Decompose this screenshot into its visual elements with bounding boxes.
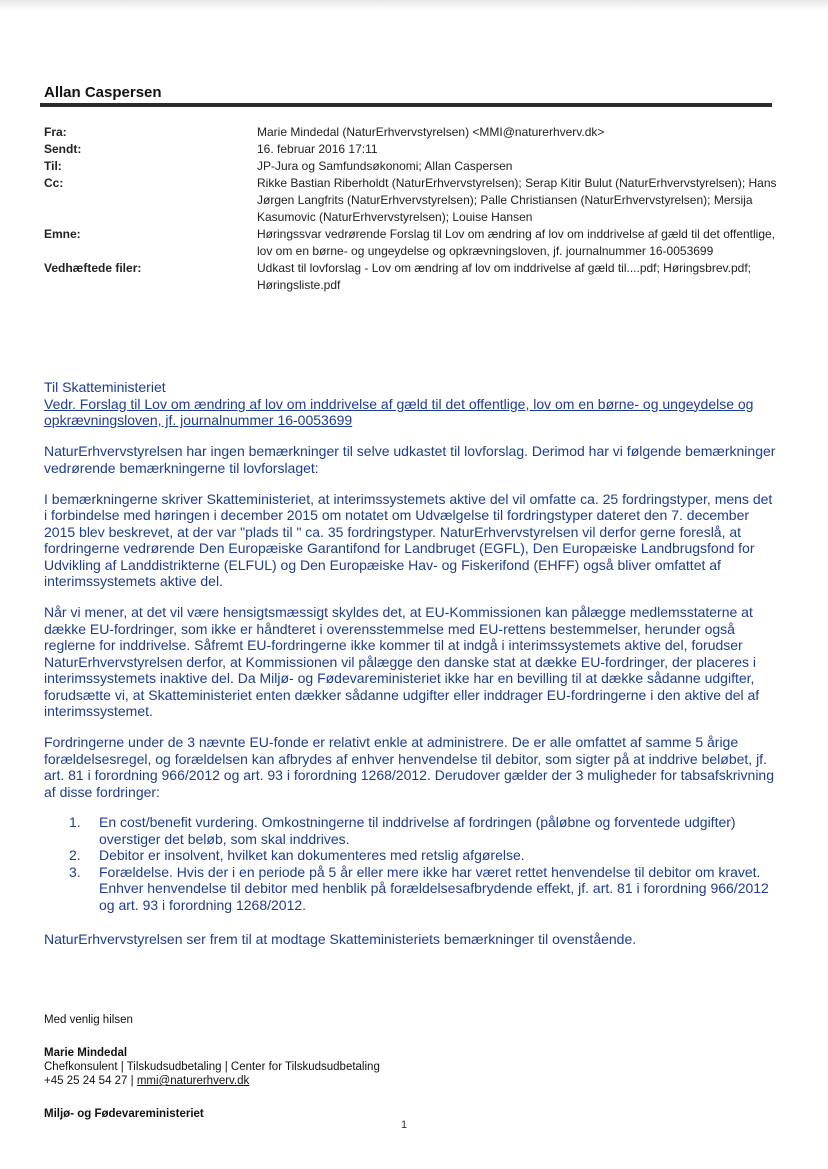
sender-name-heading: Allan Caspersen — [44, 84, 162, 101]
paragraph-2: I bemærkningerne skriver Skatteministeriet, at interimssystemets aktive del vil omfatte ca. 25 fordringstyper, mens det i forbindelse med høringen i december 2015 om notatet om Udvælgelse til fordringstyper dateret den 7. december 2015 blev beskrevet, at der var "plads til " ca. 35 fordringstyper. NaturErhvervstyrelsen vil derfor gerne foreslå, at fordringerne vedrørende Den Europæiske Garantifond for Landbruget (EGFL), Den Europæiske Landbrugsfond for Udvikling af Landdistrikterne (ELFUL) og Den Europæiske Hav- og Fiskerifond (EHFF) også bliver omfattet af interimssystemets aktive del. — [44, 490, 773, 589]
cc-value: Rikke Bastian Riberholdt (NaturErhvervstyrelsen); Serap Kitir Bulut (NaturErhvervstyrelsen); Hans Jørgen Langfrits (NaturErhvervstyrelsen); Palle Christiansen (NaturErhvervstyrelsen); Mersija Kasumovic (NaturErhvervstyrelsen); Louise Hansen — [257, 176, 777, 224]
page-number: 1 — [401, 1119, 408, 1131]
list-text: Forældelse. Hvis der i en periode på 5 år eller mere ikke har været rettet henvendelse til debitor om kravet. Enhver henvendelse til debitor med henblik på forældelsesafbrydende effekt, jf. art. 81 i forordning 966/2012 og art. 93 i forordning 1268/2012. — [99, 863, 769, 913]
email-header-fields — [44, 124, 779, 294]
to-label: Til: — [44, 159, 62, 173]
list-item — [44, 864, 779, 914]
to-value: JP-Jura og Samfundsøkonomi; Allan Caspersen — [257, 159, 513, 173]
signature-ministry: Miljø- og Fødevareministeriet — [44, 1108, 204, 1120]
from-label: Fra: — [44, 125, 67, 139]
recipient-line: Til Skatteministeriet — [44, 379, 166, 395]
email-signature — [44, 1013, 644, 1121]
list-number: 1. — [69, 814, 81, 830]
closing-paragraph: NaturErhvervstyrelsen ser frem til at modtage Skatteministeriets bemærkninger til ovenstående. — [44, 931, 637, 947]
header-divider — [40, 103, 772, 107]
cc-row — [44, 175, 779, 226]
cc-label: Cc: — [44, 176, 64, 190]
list-item — [44, 814, 779, 847]
paragraph-1: NaturErhvervstyrelsen har ingen bemærkninger til selve udkastet til lovforslag. Derimod har vi følgende bemærkninger vedrørende bemærkningerne til lovforslaget: — [44, 443, 776, 476]
list-number: 2. — [69, 847, 81, 863]
from-value: Marie Mindedal (NaturErhvervstyrelsen) <MMI@naturerhverv.dk> — [257, 125, 605, 139]
signature-title: Chefkonsulent | Tilskudsudbetaling | Center for Tilskudsudbetaling — [44, 1061, 380, 1073]
attachments-row — [44, 260, 779, 294]
list-item — [44, 847, 779, 864]
list-text: En cost/benefit vurdering. Omkostningerne til inddrivelse af fordringen (påløbne og forventede udgifter) overstiger det beløb, som skal inddrives. — [99, 814, 736, 847]
list-text: Debitor er insolvent, hvilket kan dokumenteres med retslig afgørelse. — [99, 847, 525, 863]
sign-off: Med venlig hilsen — [44, 1014, 133, 1026]
to-row — [44, 158, 779, 175]
attachments-label: Vedhæftede filer: — [44, 261, 142, 275]
from-row — [44, 124, 779, 141]
list-number: 3. — [69, 863, 81, 880]
subject-link[interactable]: Vedr. Forslag til Lov om ændring af lov om inddrivelse af gæld til det offentlige, lov om en børne- og ungeydelse og opkrævningsloven, jf. journalnummer 16-0053699 — [44, 395, 754, 428]
subject-value: Høringssvar vedrørende Forslag til Lov om ændring af lov om inddrivelse af gæld til det offentlige, lov om en børne- og ungeydelse og opkrævningsloven, jf. journalnummer 16-0053699 — [257, 227, 776, 258]
attachments-value: Udkast til lovforslag - Lov om ændring af lov om inddrivelse af gæld til....pdf; Høringsbrev.pdf; Høringsliste.pdf — [257, 261, 751, 292]
email-body — [44, 379, 779, 948]
paragraph-4: Fordringerne under de 3 nævnte EU-fonde er relativt enkle at administrere. De er alle omfattet af samme 5 årige forældelsesregel, og forældelsen kan afbrydes af enhver henvendelse til debitor, som sigter på at inddrive beløbet, jf. art. 81 i forordning 966/2012 og art. 93 i forordning 1268/2012. Derudover gælder der 3 muligheder for tabsafskrivning af disse fordringer: — [44, 734, 775, 800]
scan-top-edge — [0, 0, 828, 10]
sent-label: Sendt: — [44, 142, 82, 156]
sent-value: 16. februar 2016 17:11 — [257, 142, 378, 156]
paragraph-3: Når vi mener, at det vil være hensigtsmæssigt skyldes det, at EU-Kommissionen kan pålægge medlemsstaterne at dække EU-fordringer, som ikke er håndteret i overensstemmelse med EU-rettens bestemmelser, herunder også reglerne for inddrivelse. Såfremt EU-fordringerne ikke kommer til at indgå i interimssystemets aktive del, forudser NaturErhvervstyrelsen derfor, at Kommissionen vil pålægge den danske stat at dække EU-fordringer, der placeres i interimssystemets inaktive del. Da Miljø- og Fødevareministeriet ikke har en bevilling til at dække sådanne udgifter, forudsætte vi, at Skatteministeriet enten dækker sådanne udgifter eller inddrager EU-fordringerne i den aktive del af interimssystemet. — [44, 604, 760, 719]
signature-phone: +45 25 24 54 27 | — [44, 1075, 137, 1087]
signature-contact — [44, 1074, 644, 1088]
subject-label: Emne: — [44, 227, 81, 241]
sent-row — [44, 141, 779, 158]
subject-row — [44, 226, 779, 260]
signature-email-link[interactable]: mmi@naturerhverv.dk — [136, 1075, 250, 1087]
signature-name: Marie Mindedal — [44, 1047, 128, 1059]
write-off-list — [44, 814, 779, 913]
